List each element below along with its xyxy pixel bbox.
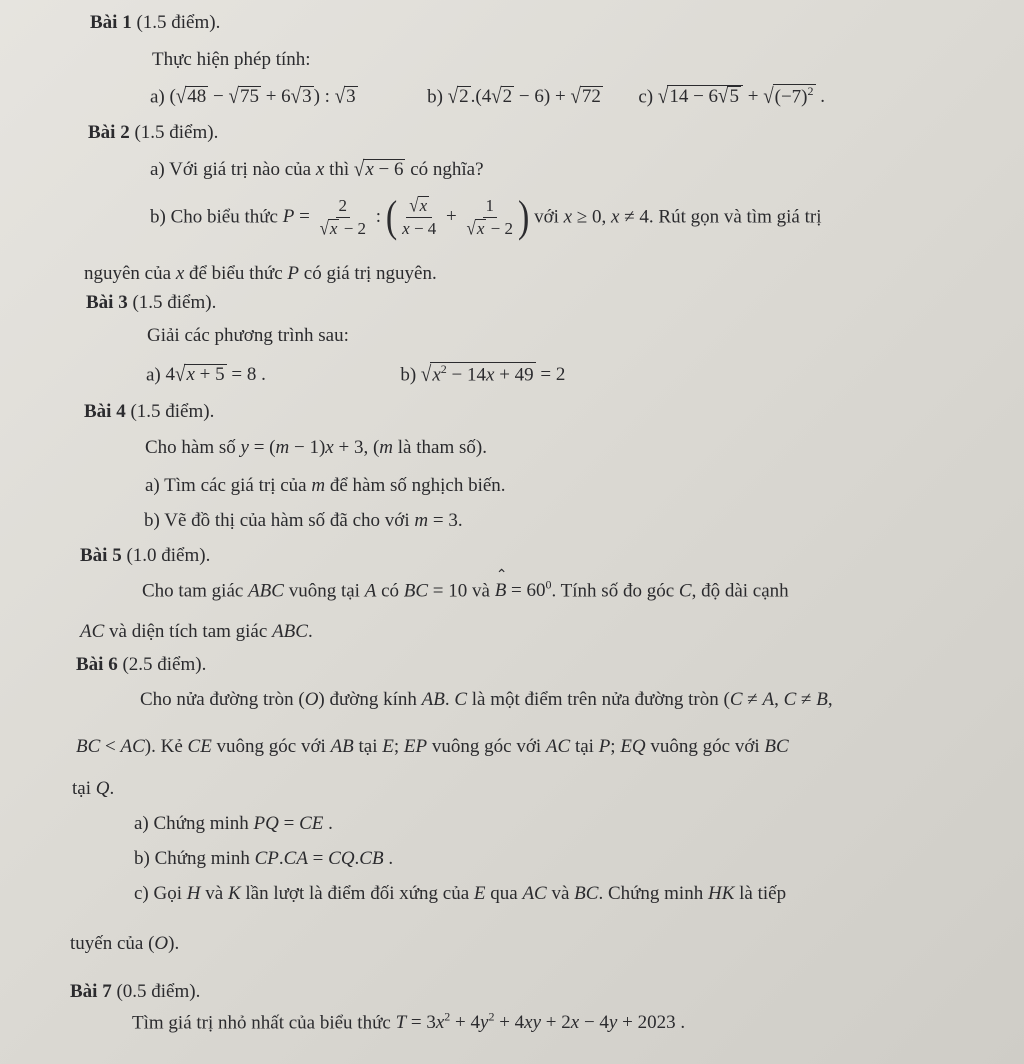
bai2-a-text1: a) Với giá trị nào của <box>150 159 312 180</box>
bai6-line1: Cho nửa đường tròn (O) đường kính AB. C là một điểm trên nửa đường tròn (C ≠ A, C ≠ B, <box>140 689 833 710</box>
bai6-c-text7: là tiếp <box>739 883 787 904</box>
bai5-points: (1.0 điểm). <box>126 545 211 566</box>
bai7-points: (0.5 điểm). <box>116 981 201 1002</box>
bai4-b-text1: b) Vẽ đồ thị của hàm số đã cho với <box>144 510 410 531</box>
bai3-b-expr: $√x^2 - 14x + 49 = 2$ <box>420 362 566 387</box>
bai6-line2: BC < AC). Kẻ CE vuông góc với AB tại E; EP vuông góc với AC tại P; EQ vuông góc với BC <box>76 736 789 757</box>
bai3-title: Bài 3 <box>86 292 128 313</box>
bai6-line1-text3: . <box>444 689 450 710</box>
bai4-intro-text1: Cho hàm số <box>145 437 236 458</box>
bai1-heading <box>90 11 220 35</box>
bai6-line1-text1: Cho nửa đường tròn <box>140 689 294 710</box>
bai1-parts <box>150 84 825 109</box>
bai6-a-text: a) Chứng minh <box>134 813 249 834</box>
bai2-b-line2-text2: để biểu thức <box>189 263 283 284</box>
bai5-line2-text2: . <box>307 621 313 642</box>
bai4-title: Bài 4 <box>84 401 126 422</box>
bai3-heading <box>86 291 216 315</box>
bai4-intro-text3: là tham số). <box>397 437 487 458</box>
bai4-b-expr: m = 3 <box>414 510 458 531</box>
bai2-b-cond-prefix: với <box>534 206 559 228</box>
bai6-c-text4: qua <box>490 883 518 904</box>
bai4-a: a) Tìm các giá trị của m để hàm số nghịch biến. <box>145 475 506 496</box>
bai6-line1-text4: là một điểm trên nửa đường tròn <box>471 689 719 710</box>
bai4-a-text2: để hàm số nghịch biến. <box>329 475 506 496</box>
bai2-a-text2: thì <box>329 159 350 180</box>
bai5-text1: Cho tam giác <box>142 580 244 602</box>
bai2-a: a) Với giá trị nào của x thì √x − 6 có nghĩa? <box>150 157 484 182</box>
bai5-line1: Cho tam giác ABC vuông tại A có BC = 10 và ⌃ $B = 60^0$. Tính số đo góc C, độ dài cạnh <box>142 578 789 603</box>
bai6-a <box>134 812 333 836</box>
bai6-heading <box>76 653 206 677</box>
bai2-heading <box>88 121 218 145</box>
bai2-b-line2: nguyên của x để biểu thức P có giá trị nguyên. <box>84 263 437 284</box>
bai6-title: Bài 6 <box>76 654 118 675</box>
bai4-b-text2: . <box>457 510 463 531</box>
bai2-b-expr: P = $\frac{2}{√x - 2}$ : ( $\frac{√x}{x - 4}$ + $\frac{1}{√x - 2}$ ) <box>282 192 530 241</box>
bai4-intro: Cho hàm số y = (m − 1)x + 3, (m là tham số). <box>145 437 487 458</box>
bai4-intro-text2: , ( <box>363 437 380 458</box>
bai6-c-line2-text: tuyến của <box>70 933 144 954</box>
bai5-text3: có <box>381 580 399 602</box>
bai6-b-expr: CP.CA = CQ.CB . <box>254 848 394 869</box>
bai4-a-text1: a) Tìm các giá trị của <box>145 475 307 496</box>
bai6-points: (2.5 điểm). <box>122 654 207 675</box>
bai2-a-text3: có nghĩa? <box>410 159 484 180</box>
bai5-bc: BC = 10 <box>403 580 468 602</box>
bai1-b-label: b) <box>427 86 443 108</box>
bai1-title: Bài 1 <box>90 12 132 33</box>
bai2-a-expr: √x − 6 <box>353 157 404 182</box>
bai4-points: (1.5 điểm). <box>130 401 215 422</box>
bai3-a-label: a) <box>146 364 161 386</box>
bai1-c-expr: $√14 - 6√5 + √(-7)^2$ . <box>657 84 826 109</box>
bai1-c-label: c) <box>638 86 654 108</box>
bai7-heading <box>70 980 200 1004</box>
bai3-points: (1.5 điểm). <box>132 292 217 313</box>
bai6-c-text1: c) Gọi <box>134 883 183 904</box>
bai6-c-line2-end: . <box>174 933 180 954</box>
bai6-b-text: b) Chứng minh <box>134 848 250 869</box>
bai6-line3-text2: . <box>109 778 115 799</box>
bai6-line3: tại Q. <box>72 778 115 799</box>
bai2-points: (1.5 điểm). <box>134 122 219 143</box>
bai3-parts <box>146 362 565 387</box>
bai6-c-line2: tuyến của (O). <box>70 933 180 954</box>
bai5-text2: vuông tại <box>288 580 360 602</box>
bai5-angle-b: ⌃ $B = 60^0$ <box>495 580 552 601</box>
bai7-text-label: Tìm giá trị nhỏ nhất của biểu thức <box>132 1012 391 1034</box>
bai6-a-expr: PQ = CE . <box>253 813 333 834</box>
bai5-text5: . Tính số đo góc <box>551 580 675 602</box>
bai1-a-expr: (√48 − √75 + 6√3 ) : √3 <box>169 84 356 109</box>
bai6-c-text6: . Chứng minh <box>598 883 704 904</box>
bai6-line3-text1: tại <box>72 778 91 799</box>
bai1-b-expr: √2 .(4√2 − 6) + √72 <box>447 84 601 109</box>
bai4-b <box>144 509 463 533</box>
bai1-intro: Thực hiện phép tính: <box>152 49 311 70</box>
bai6-c-text2: và <box>205 883 224 904</box>
bai6-line1-text2: đường kính <box>329 689 417 710</box>
bai5-text4: và <box>472 580 490 602</box>
bai2-b-cond-suffix: . Rút gọn và tìm giá trị <box>648 206 822 228</box>
bai5-line2-text1: và diện tích tam giác <box>109 621 268 642</box>
bai6-line2-text3: tại <box>358 736 378 757</box>
bai3-b-label: b) <box>400 364 417 386</box>
bai1-a-label: a) <box>150 86 165 108</box>
bai6-line2-text2: vuông góc với <box>216 736 326 757</box>
bai6-line2-text4: ; <box>393 736 400 757</box>
bai3-a-expr: 4√x + 5 = 8 . <box>165 362 266 387</box>
bai2-b-cond: x ≥ 0, x ≠ 4 <box>563 206 649 228</box>
bai7-expr: $T = 3x^2 + 4y^2 + 4xy + 2x - 4y + 2023$ . <box>395 1010 686 1034</box>
bai7-title: Bài 7 <box>70 981 112 1002</box>
bai6-c-text5: và <box>551 883 570 904</box>
bai6-line2-text1: . Kẻ <box>151 736 183 757</box>
bai6-b <box>134 847 393 871</box>
bai7-text <box>132 1010 685 1035</box>
bai4-function: y = (m − 1)x + 3 <box>240 437 364 458</box>
bai6-c: c) Gọi H và K lần lượt là điểm đối xứng của E qua AC và BC. Chứng minh HK là tiếp <box>134 883 787 904</box>
bai1-points: (1.5 điểm). <box>136 12 221 33</box>
bai6-line2-text6: tại <box>574 736 594 757</box>
bai6-c-text3: lần lượt là điểm đối xứng của <box>245 883 470 904</box>
bai4-heading <box>84 400 214 424</box>
bai2-b-line2-text3: có giá trị nguyên. <box>303 263 437 284</box>
bai2-b <box>150 192 822 241</box>
bai5-line2: AC và diện tích tam giác ABC. <box>80 621 313 642</box>
bai2-b-line2-text1: nguyên của <box>84 263 172 284</box>
bai5-heading <box>80 544 210 568</box>
bai6-line2-text7: ; <box>610 736 616 757</box>
bai5-text6: , độ dài cạnh <box>691 580 789 602</box>
bai5-title: Bài 5 <box>80 545 122 566</box>
bai2-b-text1: b) Cho biểu thức <box>150 206 278 228</box>
bai2-title: Bài 2 <box>88 122 130 143</box>
bai3-intro: Giải các phương trình sau: <box>147 325 349 346</box>
bai6-line2-text5: vuông góc với <box>431 736 542 757</box>
bai6-line2-text8: vuông góc với <box>650 736 760 757</box>
